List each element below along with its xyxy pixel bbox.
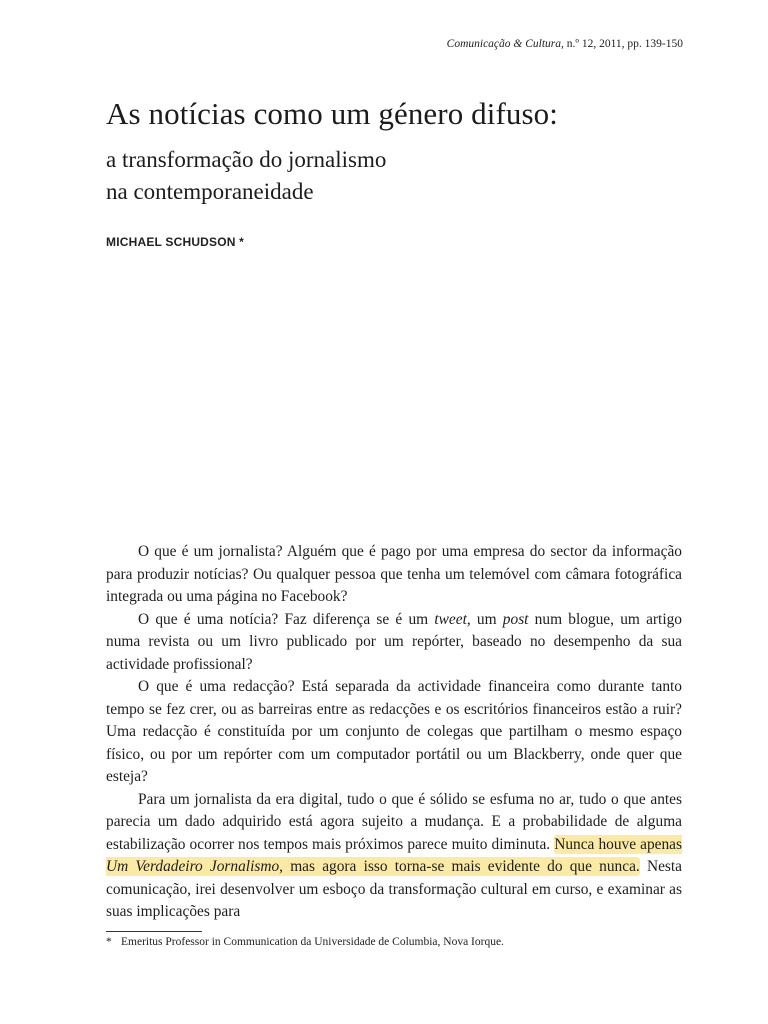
journal-issue: , n.º 12, 2011, pp. 139-150 <box>561 38 683 50</box>
paragraph-2 <box>106 609 682 677</box>
journal-name: Comunicação & Cultura <box>446 38 562 50</box>
subtitle-line-2: na contemporaneidade <box>106 179 314 204</box>
footnote-divider <box>106 931 202 932</box>
article-title: As notícias como um género difuso: <box>106 96 558 131</box>
term-post: post <box>502 610 529 628</box>
paragraph-3: O que é uma redacção? Está separada da actividade financeira como durante tanto tempo se fez crer, ou as barreiras entre as redacções e os escritórios financeiros estão a ruir? Uma redacção é constituída por um conjunto de colegas que partilham o mesmo espaço físico, ou por um repórter com um computador portátil ou um Blackberry, onde quer que esteja? <box>106 678 682 785</box>
highlight-text-1: Nunca houve apenas <box>554 835 682 853</box>
paragraph-2-text-a: O que é uma notícia? Faz diferença se é um <box>138 610 435 628</box>
highlight-italic: Um Verdadeiro Jornalismo <box>106 858 280 875</box>
author-name: MICHAEL SCHUDSON * <box>106 235 245 249</box>
journal-reference <box>447 38 683 50</box>
paragraph-2-text-c: num blogue, um artigo numa revista ou um livro publicado por um repórter, baseado no desempenho da sua actividade profissional? <box>106 610 682 673</box>
footnote <box>106 936 686 948</box>
paragraph-1: O que é um jornalista? Alguém que é pago por uma empresa do sector da informação para produzir notícias? Ou qualquer pessoa que tenha um telemóvel com câmara fotográfica integrada ou uma página no Facebook? <box>106 543 682 605</box>
paragraph-4 <box>106 789 682 924</box>
footnote-marker: * <box>106 936 112 948</box>
footnote-text: Emeritus Professor in Communication da Universidade de Columbia, Nova Iorque. <box>121 936 504 948</box>
article-subtitle <box>106 144 666 208</box>
subtitle-line-1: a transformação do jornalismo <box>106 147 387 172</box>
article-body <box>106 541 682 924</box>
term-tweet: tweet <box>434 610 467 628</box>
paragraph-4-text-b: Nesta comunicação, irei desenvolver um esboço da transformação cultural em curso, e examinar as suas implicações para <box>106 858 683 920</box>
paragraph-4-text-a: Para um jornalista da era digital, tudo o que é sólido se esfuma no ar, tudo o que antes parecia um dado adquirido está agora sujeito a mudança. E a probabilidade de alguma estabilização ocorrer nos tempos mais próximos parece muito diminuta. <box>106 790 682 853</box>
paragraph-2-text-b: , um <box>466 610 503 628</box>
highlight-text-2: , mas agora isso torna-se mais evidente do que nunca. <box>279 858 640 875</box>
